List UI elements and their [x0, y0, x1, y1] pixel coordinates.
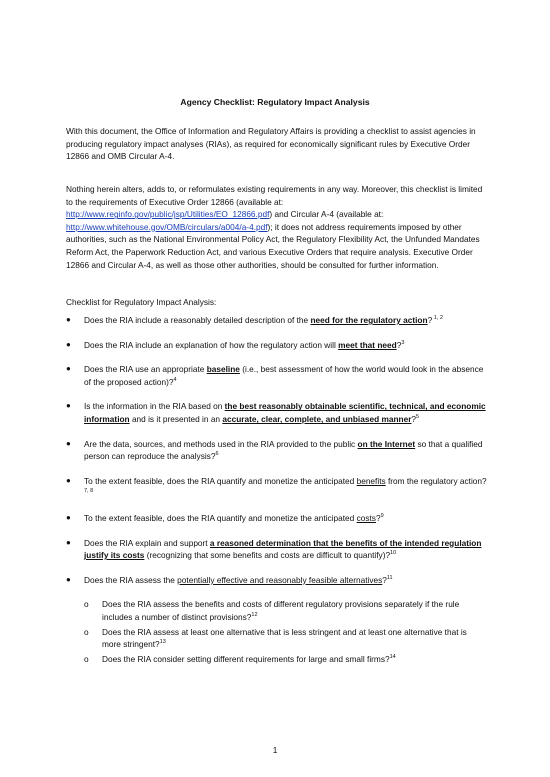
footnote-ref: 4	[173, 376, 177, 383]
bullet-icon: ●	[66, 339, 71, 349]
footnote-ref: 6	[215, 451, 219, 458]
page-title: Agency Checklist: Regulatory Impact Analysis	[180, 97, 370, 107]
checklist-item: ● Does the RIA include a reasonably detailed description of the need for the regulatory action? $^{1, 2}$	[66, 315, 443, 325]
eo-12866-link[interactable]: http://www.reginfo.gov/public/jsp/Utilities/EO_12866.pdf	[66, 209, 270, 220]
scope-text-b: ) and Circular A-4 (available at:	[269, 209, 384, 220]
checklist-item: ● Is the information in the RIA based on the best reasonably obtainable scientific, technical, and economic information and is it presented in an accurate, clear, complete, and unbiased manner?$^5$	[66, 401, 486, 424]
checklist-item: ● To the extent feasible, does the RIA quantify and monetize the anticipated benefits from the regulatory action?$^{7, 8}$	[66, 475, 487, 495]
checklist-item: ● Does the RIA assess the potentially effective and reasonably feasible alternatives?$^{11}$ o Does the RIA assess the benefits and costs of different regulatory provisions separately if the rule includes a number of distinct provisions?$^{12}$ o Does the RIA assess at least one alternative that is less stringent and at least one alternative that is more stringent?$^{13}$ o Does the RIA consider setting different requirements for large and small firms?$^{14}$	[66, 574, 488, 666]
bullet-icon: ●	[66, 438, 71, 448]
footnote-ref: 3	[401, 339, 405, 346]
bullet-icon: ●	[66, 475, 71, 485]
footnote-ref: 14	[389, 653, 396, 660]
footnote-ref: 5	[416, 413, 420, 420]
bullet-icon: ●	[66, 574, 71, 584]
scope-text-c: ); it does not address requirements imposed by other authorities, such as the National Environmental Policy Act, the Regulatory Flexibility Act, the Unfunded Mandates Reform Act, the Paperwork Reduction Act, and various Executive Orders that require analysis. Executive Order 12866 and Circular A-4, as well as those other authorities, should be consulted for further information.	[66, 221, 480, 270]
circular-a4-link[interactable]: http://www.whitehouse.gov/OMB/circulars/a004/a-4.pdf	[66, 221, 268, 232]
footnote-ref: 1, 2	[432, 315, 443, 321]
scope-paragraph	[66, 183, 486, 271]
checklist-item: ● Does the RIA include an explanation of how the regulatory action will meet that need?$^3$	[66, 339, 405, 350]
scope-text-a: Nothing herein alters, adds to, or reformulates existing requirements in any way. Moreover, this checklist is limited to the requirements of Executive Order 12866 (available at:	[66, 184, 483, 207]
checklist-item: ● Does the RIA explain and support a reasoned determination that the benefits of the intended regulation justify its costs (recognizing that some benefits and costs are difficult to quantify)?$^{10}$	[66, 537, 482, 561]
hollow-bullet-icon: o	[84, 653, 89, 664]
page-number: 1	[272, 745, 278, 755]
hollow-bullet-icon: o	[84, 599, 89, 610]
footnote-ref: 11	[386, 574, 393, 581]
bullet-icon: ●	[66, 315, 71, 324]
sub-item: o Does the RIA assess at least one alternative that is less stringent and at least one alternative that is more stringent?$^{13}$	[84, 626, 467, 650]
intro-paragraph: With this document, the Office of Information and Regulatory Affairs is providing a checklist to assist agencies in producing regulatory impact analyses (RIAs), as required for economically significant rules by Executive Order 12866 and OMB Circular A-4.	[66, 126, 476, 162]
footnote-ref: 10	[390, 550, 397, 557]
checklist	[66, 314, 488, 665]
bullet-icon: ●	[66, 401, 71, 411]
footnote-ref: 7, 8	[84, 488, 94, 495]
checklist-item: ● Does the RIA use an appropriate baseline (i.e., best assessment of how the world would look in the absence of the proposed action)?$^4$	[66, 364, 484, 387]
alternatives-sublist	[84, 598, 488, 665]
bullet-icon: ●	[66, 512, 71, 522]
bullet-icon: ●	[66, 364, 71, 374]
bullet-icon: ●	[66, 537, 71, 547]
sub-item: o Does the RIA consider setting different requirements for large and small firms?$^{14}$	[84, 653, 396, 664]
footnote-ref: 13	[159, 639, 166, 646]
checklist-item: ● Are the data, sources, and methods used in the RIA provided to the public on the Internet so that a qualified person can reproduce the analysis?$^6$	[66, 438, 483, 462]
hollow-bullet-icon: o	[84, 626, 89, 637]
footnote-ref: 9	[380, 512, 384, 519]
checklist-heading: Checklist for Regulatory Impact Analysis:	[66, 297, 217, 307]
checklist-item: ● To the extent feasible, does the RIA quantify and monetize the anticipated costs?$^9$	[66, 512, 384, 523]
sub-item: o Does the RIA assess the benefits and costs of different regulatory provisions separately if the rule includes a number of distinct provisions?$^{12}$	[84, 599, 460, 622]
footnote-ref: 12	[251, 611, 258, 618]
